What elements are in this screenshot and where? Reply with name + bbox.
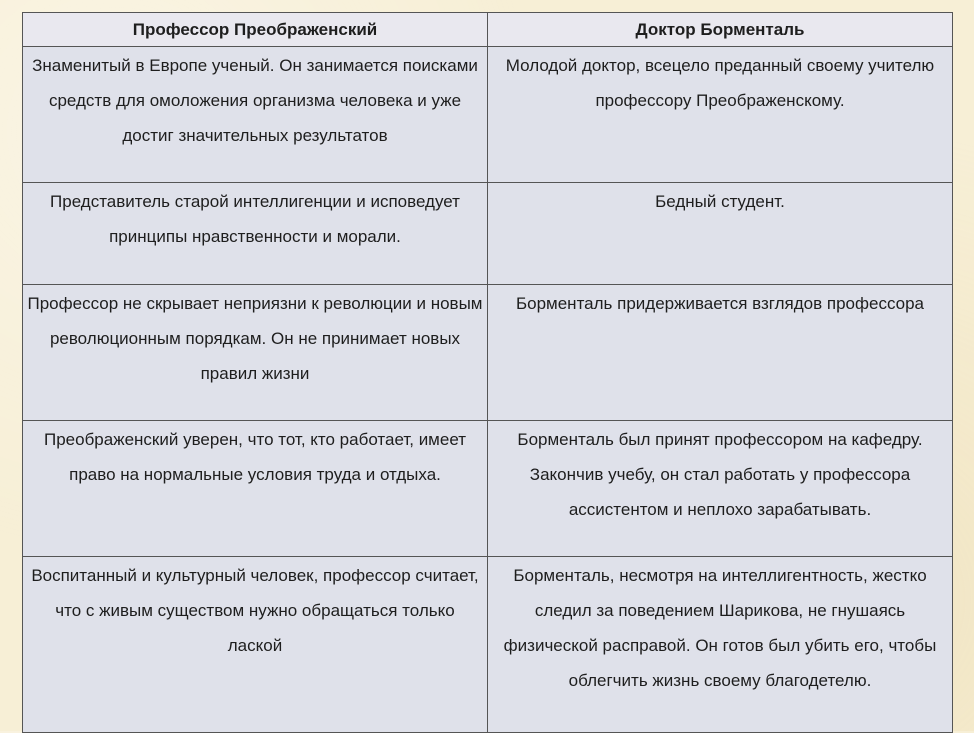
cell-preobrazhensky: Профессор не скрывает неприязни к революции и новым революционным порядкам. Он не принимает новых правил жизни: [23, 285, 488, 421]
cell-bormental: Бедный студент.: [488, 183, 953, 285]
cell-bormental: Борменталь придерживается взглядов профессора: [488, 285, 953, 421]
header-bormental: Доктор Борменталь: [488, 13, 953, 47]
cell-preobrazhensky: Знаменитый в Европе ученый. Он занимается поисками средств для омоложения организма человека и уже достиг значительных результатов: [23, 47, 488, 183]
table-row: [23, 557, 953, 733]
cell-bormental: Борменталь был принят профессором на кафедру. Закончив учебу, он стал работать у профессора ассистентом и неплохо зарабатывать.: [488, 421, 953, 557]
cell-bormental: Молодой доктор, всецело преданный своему учителю профессору Преображенскому.: [488, 47, 953, 183]
cell-preobrazhensky: Преображенский уверен, что тот, кто работает, имеет право на нормальные условия труда и отдыха.: [23, 421, 488, 557]
cell-preobrazhensky: Представитель старой интеллигенции и исповедует принципы нравственности и морали.: [23, 183, 488, 285]
cell-bormental: Борменталь, несмотря на интеллигентность, жестко следил за поведением Шарикова, не гнушаясь физической расправой. Он готов был убить его, чтобы облегчить жизнь своему благодетелю.: [488, 557, 953, 733]
table-row: [23, 47, 953, 183]
header-preobrazhensky: Профессор Преображенский: [23, 13, 488, 47]
comparison-table: [22, 12, 953, 733]
cell-preobrazhensky: Воспитанный и культурный человек, профессор считает, что с живым существом нужно обращаться только лаской: [23, 557, 488, 733]
table-header-row: [23, 13, 953, 47]
table-row: [23, 183, 953, 285]
comparison-table-container: [22, 12, 952, 723]
table-row: [23, 421, 953, 557]
table-row: [23, 285, 953, 421]
